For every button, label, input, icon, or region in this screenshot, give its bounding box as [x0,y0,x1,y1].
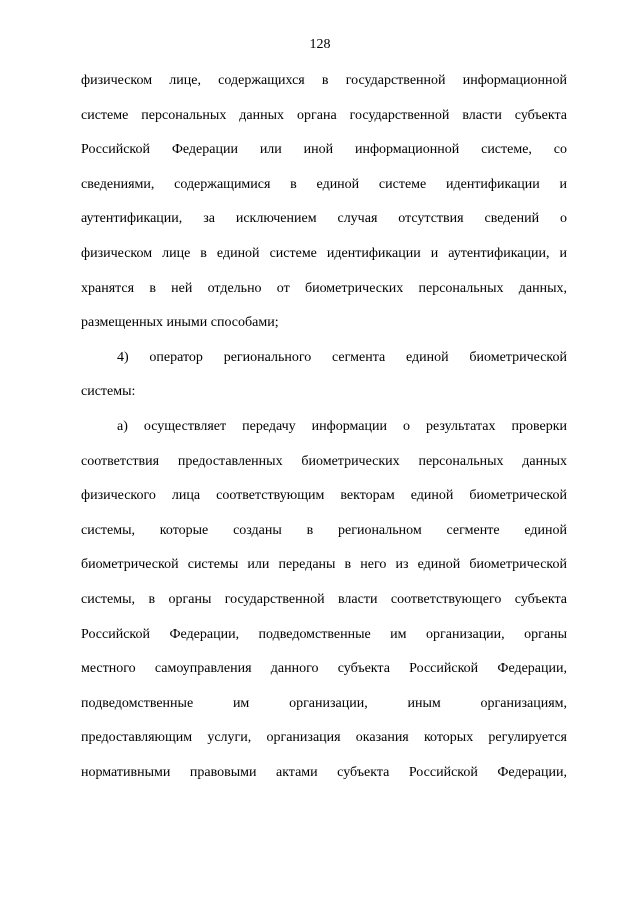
text-line: подведомственные им организации, иным организациям, [81,695,567,711]
text-line: а) осуществляет передачу информации о результатах проверки [117,418,567,434]
page-number: 128 [309,37,331,52]
text-line: биометрической системы или переданы в него из единой биометрической [81,557,567,573]
text-line: системы, в органы государственной власти соответствующего субъекта [81,591,567,607]
text-line: Российской Федерации, подведомственные им организации, органы [81,626,567,642]
body-text [81,72,567,798]
text-line: аутентификации, за исключением случая отсутствия сведений о [81,211,567,227]
text-line: системы, которые созданы в региональном сегменте единой [81,522,567,538]
text-line: нормативными правовыми актами субъекта Российской Федерации, [81,764,567,780]
text-line: физическом лице, содержащихся в государственной информационной [81,73,567,88]
text-line: сведениями, содержащимися в единой системе идентификации и [81,176,567,192]
text-line: соответствия предоставленных биометрических персональных данных [81,453,567,469]
text-line: физического лица соответствующим векторам единой биометрической [81,488,567,504]
text-line: размещенных иными способами; [81,315,279,331]
text-line: Российской Федерации или иной информационной системе, со [81,142,567,158]
text-line: хранятся в ней отдельно от биометрических персональных данных, [81,280,567,296]
text-line: предоставляющим услуги, организация оказания которых регулируется [81,730,567,746]
text-line: физическом лице в единой системе идентификации и аутентификации, и [81,245,567,261]
text-line: системы: [81,384,136,400]
text-line: местного самоуправления данного субъекта Российской Федерации, [81,661,567,677]
text-line: системе персональных данных органа государственной власти субъекта [81,107,567,123]
text-line: 4) оператор регионального сегмента единой биометрической [117,349,567,365]
